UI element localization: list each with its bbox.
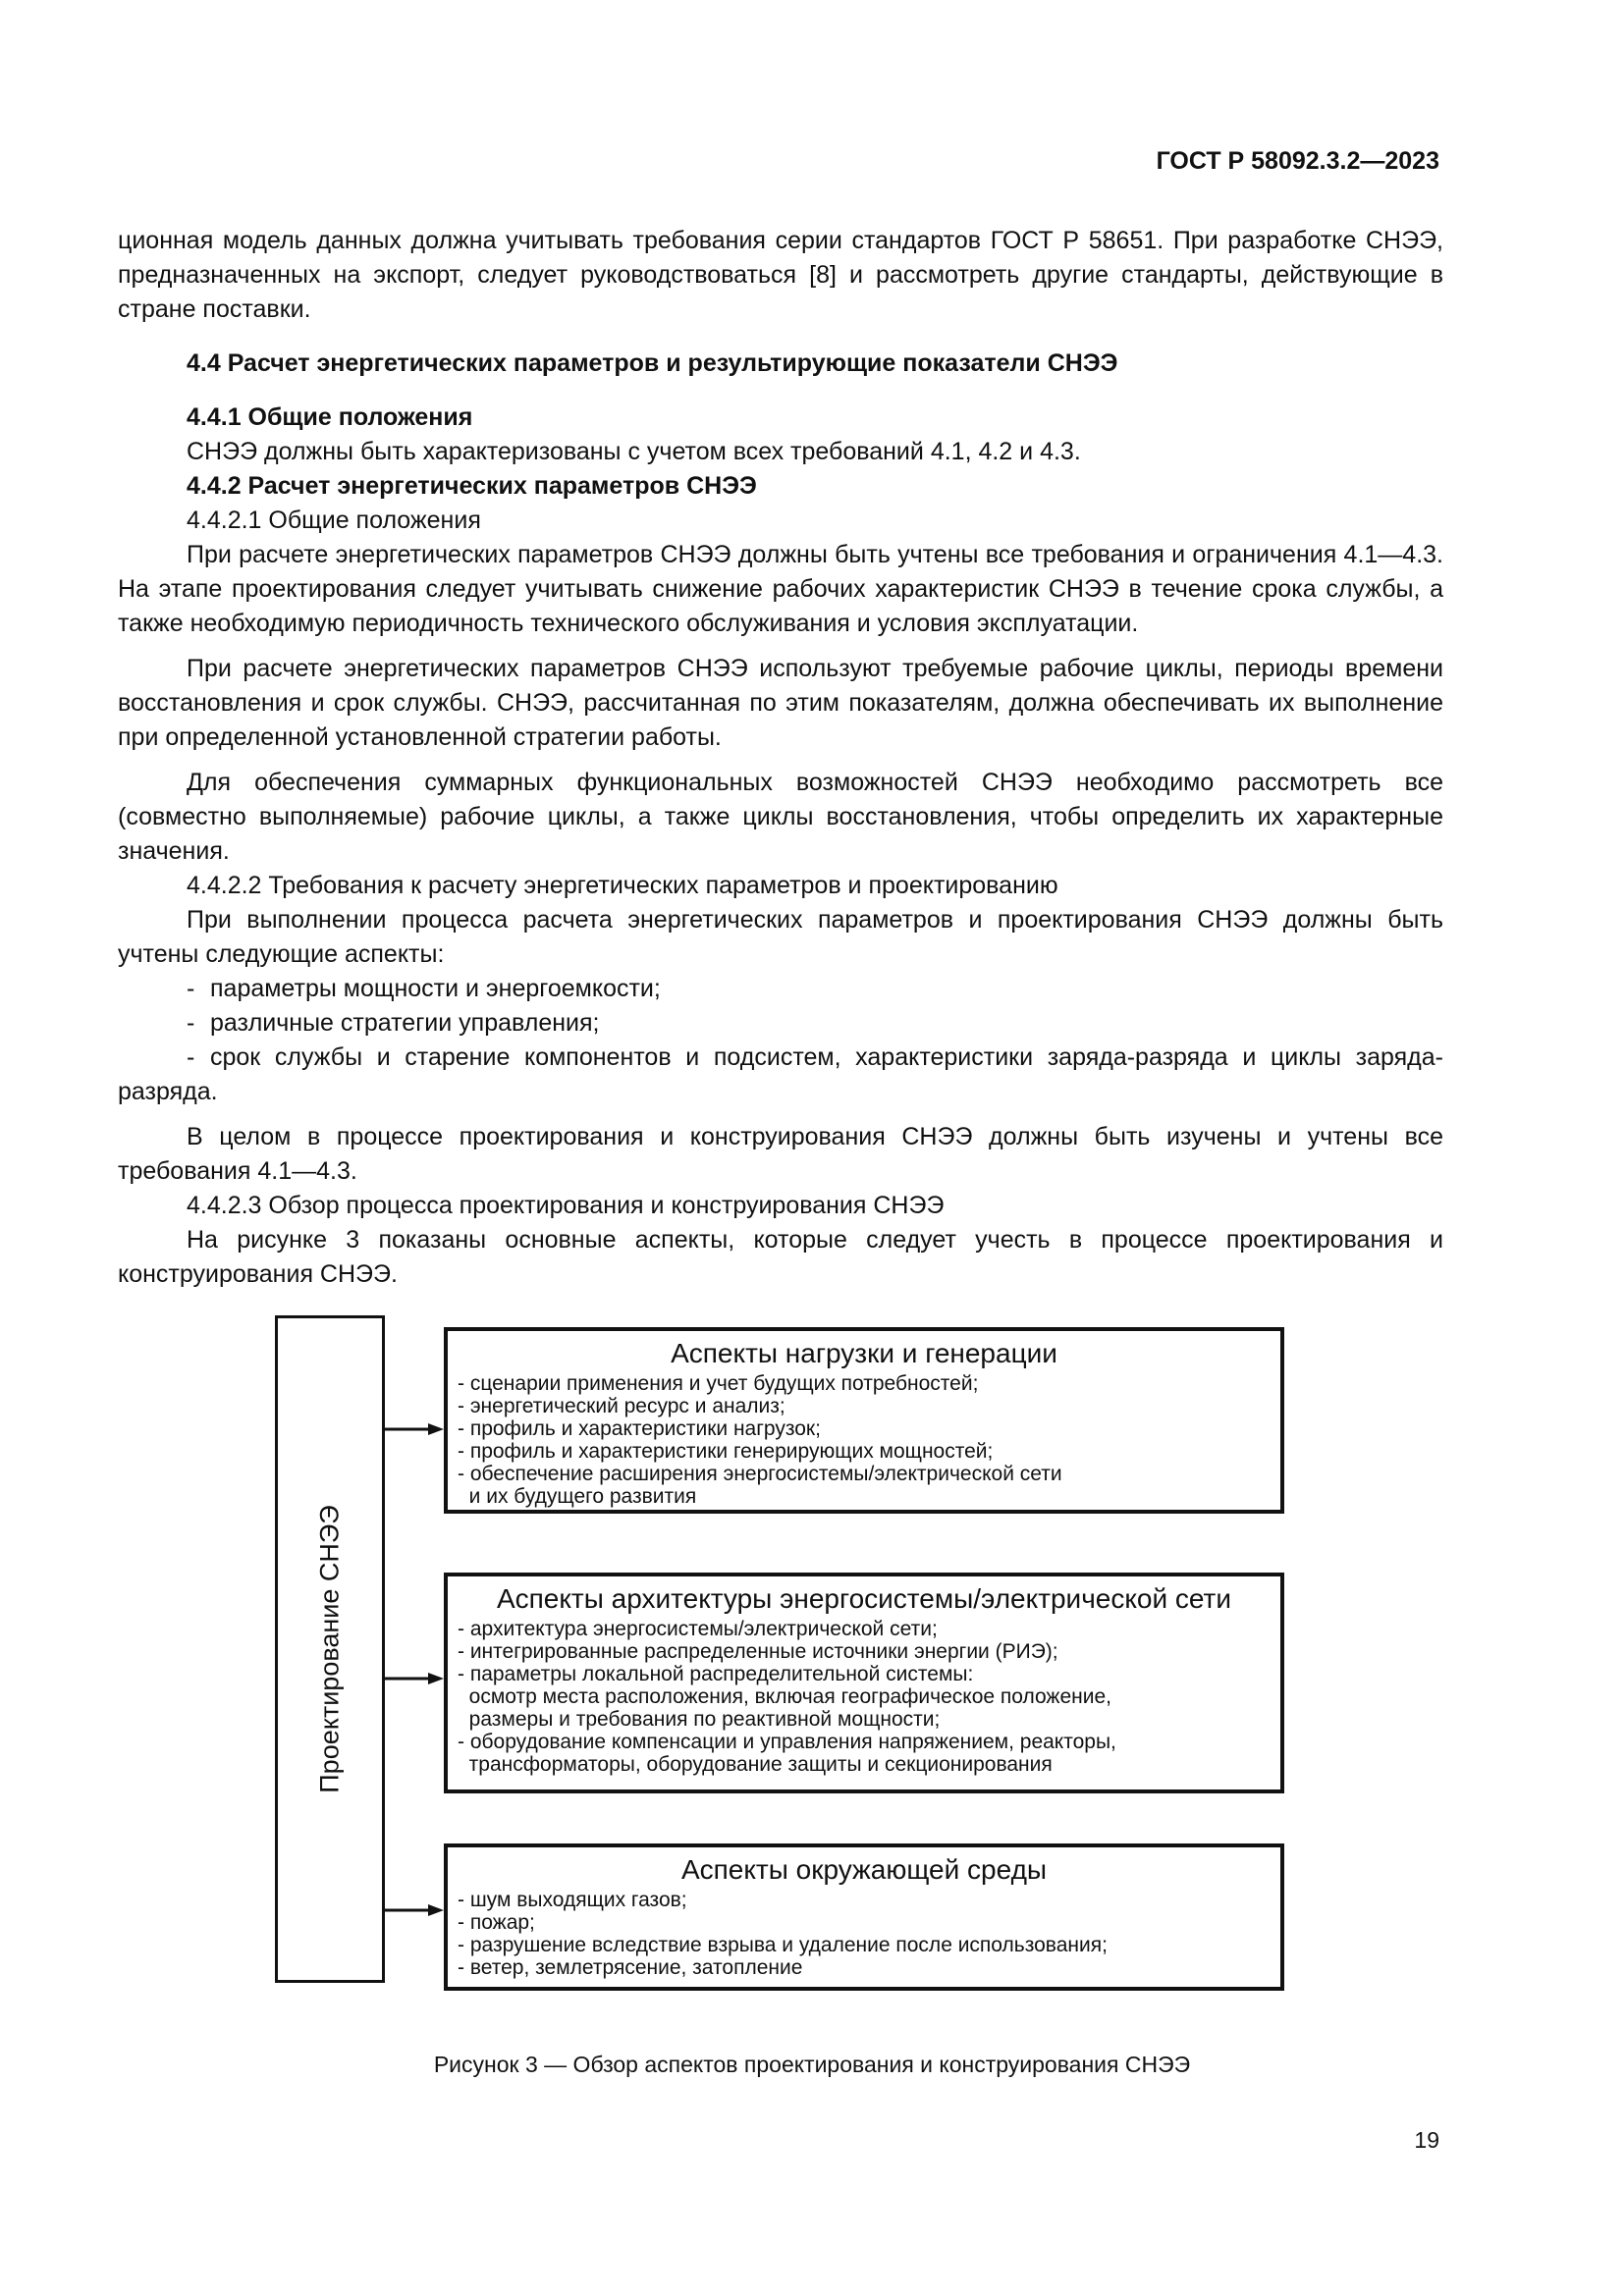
list-item: - срок службы и старение компонентов и подсистем, характеристики заряда-разряда и циклы заряда-разряда.	[118, 1043, 1443, 1105]
document-code: ГОСТ Р 58092.3.2—2023	[1156, 147, 1439, 175]
list-item: размеры и требования по реактивной мощности;	[458, 1708, 941, 1731]
list-item: - архитектура энергосистемы/электрической сети;	[458, 1618, 938, 1640]
list-item: - различные стратегии управления;	[187, 1009, 600, 1037]
paragraph: Для обеспечения суммарных функциональных возможностей СНЭЭ необходимо рассмотреть все (совместно выполняемые) рабочие циклы, а также циклы восстановления, чтобы определить их характерные значения.	[118, 769, 1443, 865]
paragraph: При выполнении процесса расчета энергетических параметров и проектирования СНЭЭ должны быть учтены следующие аспекты:	[118, 906, 1443, 968]
section-heading-4-4: 4.4 Расчет энергетических параметров и результирующие показатели СНЭЭ	[187, 349, 1118, 377]
list-item: - ветер, землетрясение, затопление	[458, 1956, 803, 1979]
subsection-heading-4-4-2: 4.4.2 Расчет энергетических параметров СНЭЭ	[187, 472, 757, 500]
grid-architecture-box	[444, 1573, 1284, 1793]
list-item: - параметры локальной распределительной системы:	[458, 1663, 974, 1685]
list-item: - оборудование компенсации и управления напряжением, реакторы,	[458, 1731, 1116, 1753]
box-title: Аспекты окружающей среды	[680, 1854, 1048, 1885]
body-text	[118, 224, 1443, 1292]
list-item: - шум выходящих газов;	[458, 1889, 687, 1911]
paragraph: В целом в процессе проектирования и конструирования СНЭЭ должны быть изучены и учтены все требования 4.1—4.3.	[118, 1123, 1443, 1185]
arrow-icon	[385, 1903, 444, 1917]
environment-box	[444, 1843, 1284, 1991]
paragraph: На рисунке 3 показаны основные аспекты, которые следует учесть в процессе проектирования и конструирования СНЭЭ.	[118, 1226, 1443, 1288]
paragraph: При расчете энергетических параметров СНЭЭ используют требуемые рабочие циклы, периоды времени восстановления и срок службы. СНЭЭ, рассчитанная по этим показателям, должна обеспечивать их выполнение при определенной установленной стратегии работы.	[118, 655, 1443, 751]
figure-caption: Рисунок 3 — Обзор аспектов проектирования и конструирования СНЭЭ	[433, 2052, 1191, 2077]
list-item: - профиль и характеристики генерирующих мощностей;	[458, 1440, 994, 1463]
arrow-icon	[385, 1422, 444, 1436]
design-side-box	[275, 1315, 385, 1983]
box-title: Аспекты архитектуры энергосистемы/электрической сети	[496, 1583, 1232, 1614]
design-side-label: Проектирование СНЭЭ	[314, 1505, 345, 1793]
list-item: и их будущего развития	[458, 1485, 697, 1508]
list-item: - пожар;	[458, 1911, 535, 1934]
list-item: трансформаторы, оборудование защиты и секционирования	[458, 1753, 1053, 1776]
list-item: - энергетический ресурс и анализ;	[458, 1395, 785, 1417]
list-item: - интегрированные распределенные источники энергии (РИЭ);	[458, 1640, 1058, 1663]
load-generation-box	[444, 1327, 1284, 1514]
paragraph: ционная модель данных должна учитывать требования серии стандартов ГОСТ Р 58651. При разработке СНЭЭ, предназначенных на экспорт, следует руководствоваться [8] и рассмотреть другие стандарты, действующие в стране поставки.	[118, 227, 1443, 323]
subsection-heading-4-4-1: 4.4.1 Общие положения	[187, 403, 473, 431]
clause-heading-4-4-2-1: 4.4.2.1 Общие положения	[187, 507, 481, 534]
list-item: - профиль и характеристики нагрузок;	[458, 1417, 821, 1440]
figure-3	[0, 1315, 1624, 2002]
paragraph: СНЭЭ должны быть характеризованы с учетом всех требований 4.1, 4.2 и 4.3.	[187, 438, 1081, 465]
arrow-icon	[385, 1672, 444, 1685]
list-item: - разрушение вследствие взрыва и удаление после использования;	[458, 1934, 1108, 1956]
list-item: - сценарии применения и учет будущих потребностей;	[458, 1372, 979, 1395]
box-title: Аспекты нагрузки и генерации	[671, 1338, 1057, 1368]
list-item: - обеспечение расширения энергосистемы/электрической сети	[458, 1463, 1062, 1485]
page-number: 19	[1414, 2127, 1439, 2153]
clause-heading-4-4-2-3: 4.4.2.3 Обзор процесса проектирования и конструирования СНЭЭ	[187, 1192, 945, 1219]
clause-heading-4-4-2-2: 4.4.2.2 Требования к расчету энергетических параметров и проектированию	[187, 872, 1058, 899]
paragraph: При расчете энергетических параметров СНЭЭ должны быть учтены все требования и ограничения 4.1—4.3. На этапе проектирования следует учитывать снижение рабочих характеристик СНЭЭ в течение срока службы, а также необходимую периодичность технического обслуживания и условия эксплуатации.	[118, 541, 1443, 637]
list-item: - параметры мощности и энергоемкости;	[187, 975, 661, 1002]
list-item: осмотр места расположения, включая географическое положение,	[458, 1685, 1111, 1708]
